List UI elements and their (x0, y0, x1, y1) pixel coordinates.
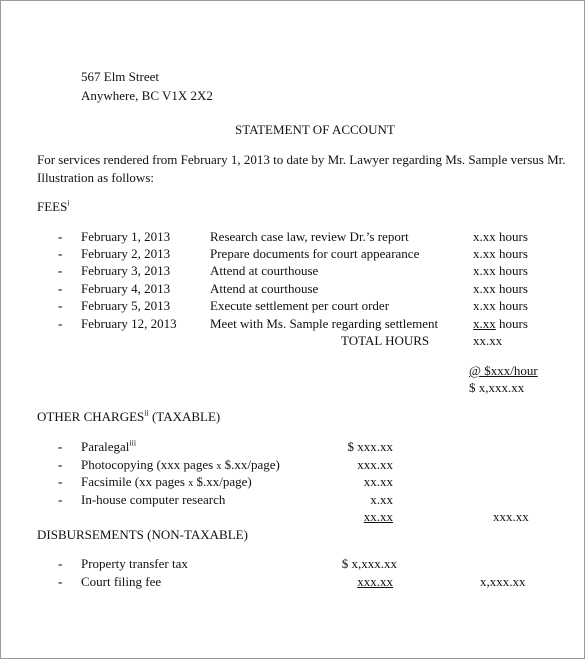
other-charges-subtotal: xx.xx (363, 509, 393, 524)
total-hours-label: TOTAL HOURS (341, 333, 430, 348)
fee-hours: x.xx hours (473, 263, 528, 278)
fee-date: February 1, 2013 (81, 229, 171, 244)
charge-label: In-house computer research (81, 492, 226, 507)
disbursement-amount: $ x,xxx.xx (341, 556, 397, 571)
disbursements-total: x,xxx.xx (480, 574, 526, 589)
charge-amount: x.xx (370, 492, 393, 507)
fee-hours: x.xx hours (473, 229, 528, 244)
charge-label: Facsimile (xx pages x $.xx/page) (81, 474, 252, 489)
charge-amount: xx.xx (363, 474, 393, 489)
list-bullet: - (58, 246, 63, 261)
fee-description: Research case law, review Dr.’s report (210, 229, 409, 244)
disbursement-amount: xxx.xx (357, 574, 393, 589)
intro-line-1: For services rendered from February 1, 2013 to date by Mr. Lawyer regarding Ms. Sample versus Mr. (37, 152, 566, 167)
fee-hours: x.xx hours (473, 246, 528, 261)
disbursement-label: Property transfer tax (81, 556, 188, 571)
list-bullet: - (58, 457, 63, 472)
disbursements-heading: DISBURSEMENTS (NON-TAXABLE) (37, 527, 248, 542)
disbursement-label: Court filing fee (81, 574, 162, 589)
other-charges-heading: OTHER CHARGES$^{ii}$ (TAXABLE) (37, 408, 221, 424)
charge-label: Paralegal$^{iii}$ (81, 438, 137, 454)
list-bullet: - (58, 281, 63, 296)
list-bullet: - (58, 556, 63, 571)
list-bullet: - (58, 229, 63, 244)
footnote-marker: iii (129, 438, 137, 448)
list-bullet: - (58, 474, 63, 489)
fee-date: February 5, 2013 (81, 298, 171, 313)
list-bullet: - (58, 439, 63, 454)
hourly-rate: @ $xxx/hour (469, 363, 538, 378)
fee-hours: x.xx hours (473, 281, 528, 296)
list-bullet: - (58, 263, 63, 278)
address-line-2: Anywhere, BC V1X 2X2 (81, 88, 213, 103)
fee-date: February 4, 2013 (81, 281, 171, 296)
charge-amount: $ xxx.xx (347, 439, 393, 454)
fees-heading: FEES$^i$ (37, 198, 70, 214)
fees-amount: $ x,xxx.xx (469, 380, 525, 395)
fee-description: Meet with Ms. Sample regarding settlement (210, 316, 439, 331)
address-line-1: 567 Elm Street (81, 69, 159, 84)
charge-amount: xxx.xx (357, 457, 393, 472)
fee-description: Execute settlement per court order (210, 298, 390, 313)
fee-hours: x.xx hours (473, 316, 528, 331)
total-hours-value: xx.xx (473, 333, 503, 348)
fee-description: Prepare documents for court appearance (210, 246, 420, 261)
fee-hours: x.xx hours (473, 298, 528, 313)
fee-date: February 2, 2013 (81, 246, 171, 261)
fee-description: Attend at courthouse (210, 281, 319, 296)
document-title: STATEMENT OF ACCOUNT (235, 122, 395, 137)
list-bullet: - (58, 574, 63, 589)
intro-line-2: Illustration as follows: (37, 170, 154, 185)
list-bullet: - (58, 492, 63, 507)
fee-date: February 12, 2013 (81, 316, 177, 331)
footnote-marker: i (67, 198, 70, 208)
footnote-marker: ii (144, 408, 149, 418)
fee-date: February 3, 2013 (81, 263, 171, 278)
list-bullet: - (58, 298, 63, 313)
fee-description: Attend at courthouse (210, 263, 319, 278)
list-bullet: - (58, 316, 63, 331)
charge-label: Photocopying (xxx pages x $.xx/page) (81, 457, 280, 472)
other-charges-total: xxx.xx (493, 509, 529, 524)
